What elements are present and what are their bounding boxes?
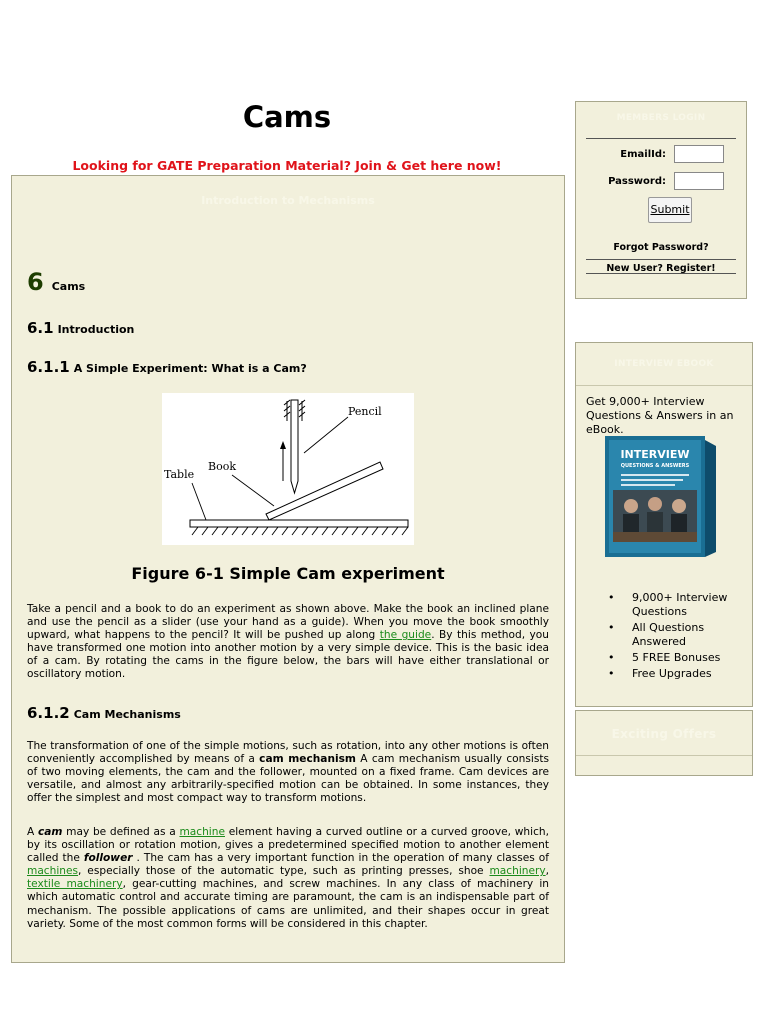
cam-mechanism-term: cam mechanism [259, 753, 356, 766]
interview-ebook-panel [575, 342, 753, 707]
follower-term: follower [83, 852, 133, 865]
machine-link[interactable]: machine [179, 826, 225, 838]
table-surface [190, 520, 408, 527]
section-number: 6.1 [27, 319, 54, 337]
ebook-benefits-list [608, 591, 748, 683]
forgot-password-link[interactable]: Forgot Password? [613, 242, 709, 253]
gate-promo-link[interactable]: Looking for GATE Preparation Material? Join & Get here now! [72, 158, 502, 173]
section-6-1-1-heading [27, 357, 307, 376]
password-field[interactable] [674, 172, 724, 190]
section-number: 6.1.1 [27, 358, 70, 376]
paragraph-experiment: Take a pencil and a book to do an experiment as shown above. Make the book an inclined plane and use the pencil as a slider (use your hand as a guide). When you move the book smoothly upward, what happens to the pencil? It will be pushed up along the guide. By this method, you have transformed one motion into another motion by a very simple device. This is the basic idea of a cam. By rotating the cams in the figure below, the bars will have either translational or oscillatory motion. [27, 603, 549, 681]
section-number: 6.1.2 [27, 704, 70, 722]
password-label: Password: [608, 176, 666, 187]
cam-term: cam [37, 826, 63, 838]
list-item: • Free Upgrades [608, 667, 748, 681]
ebook-description: Get 9,000+ Interview Questions & Answers in an eBook. [586, 395, 734, 436]
list-item: • All Questions Answered [608, 621, 748, 649]
exciting-offers-panel [575, 710, 753, 776]
submit-button[interactable]: Submit [648, 197, 692, 223]
page-title: Cams [242, 100, 332, 134]
members-login-panel [575, 101, 747, 299]
list-item: • 9,000+ Interview Questions [608, 591, 748, 619]
arrow-head [280, 441, 286, 449]
paragraph-cam-mechanisms: The transformation of one of the simple motions, such as rotation, into any other motions is often conveniently accomplished by means of a cam mechanism A cam mechanism usually consists of two moving elements, the cam and the follower, mounted on a fixed frame. Cam devices are versatile, and almost any arbitrarily-specified motion can be obtained. In some instances, they offer the simplest and most compact way to transform motions. [27, 740, 550, 805]
email-field[interactable] [674, 145, 724, 163]
chapter-heading [27, 268, 85, 296]
exciting-offers-header[interactable]: Exciting Offers [611, 727, 717, 741]
main-content-panel [11, 175, 565, 963]
cam-experiment-diagram [162, 393, 414, 545]
table-label: Table [164, 468, 195, 481]
table-hatching [192, 527, 408, 535]
chapter-title: Cams [51, 280, 86, 293]
paragraph-cam-definition: A cam may be defined as a machine element having a curved outline or a curved groove, which, by its oscillation or rotation motion, gives a predetermined specified motion to another element called the follower . The cam has a very important function in the operation of many classes of machines, especially those of the automatic type, such as printing presses, shoe machinery, textile machinery, gear-cutting machines, and screw machines. In any class of machinery in which automatic control and accurate timing are paramount, the cam is an indispensable part of mechanism. The possible applications of cams are unlimited, and their shapes occur in great variety. Some of the most common forms will be considered in this chapter. [27, 826, 549, 930]
machinery-link[interactable]: machinery [489, 865, 546, 878]
ebook-cover-graphic [605, 436, 717, 558]
cover-title: INTERVIEW [620, 448, 690, 461]
figure-caption: Figure 6-1 Simple Cam experiment [131, 564, 445, 583]
ebook-cover-image[interactable] [605, 436, 717, 558]
pencil-label: Pencil [348, 405, 382, 418]
pencil-shape [291, 400, 298, 493]
book-label: Book [208, 460, 236, 473]
email-label: EmailId: [620, 149, 666, 160]
members-login-header: MEMBERS LOGIN [616, 113, 706, 123]
main-panel-header: Introduction to Mechanisms [201, 194, 375, 207]
textile-machinery-link[interactable]: textile machinery [27, 878, 123, 891]
the-guide-link[interactable]: the guide [379, 629, 432, 642]
section-title: Introduction [57, 323, 135, 336]
machines-link[interactable]: machines [27, 865, 79, 878]
section-title: Cam Mechanisms [73, 708, 181, 721]
book-shape [266, 462, 383, 520]
ebook-panel-header: INTERVIEW EBOOK [614, 359, 714, 369]
section-6-1-heading [27, 318, 134, 337]
register-link[interactable]: New User? Register! [586, 259, 736, 274]
cover-subtitle: QUESTIONS & ANSWERS [620, 463, 690, 469]
list-item: • 5 FREE Bonuses [608, 651, 748, 665]
section-title: A Simple Experiment: What is a Cam? [73, 362, 307, 375]
cam-experiment-figure [162, 393, 414, 545]
login-form [586, 138, 736, 274]
section-6-1-2-heading [27, 703, 181, 722]
chapter-number: 6 [27, 268, 44, 296]
